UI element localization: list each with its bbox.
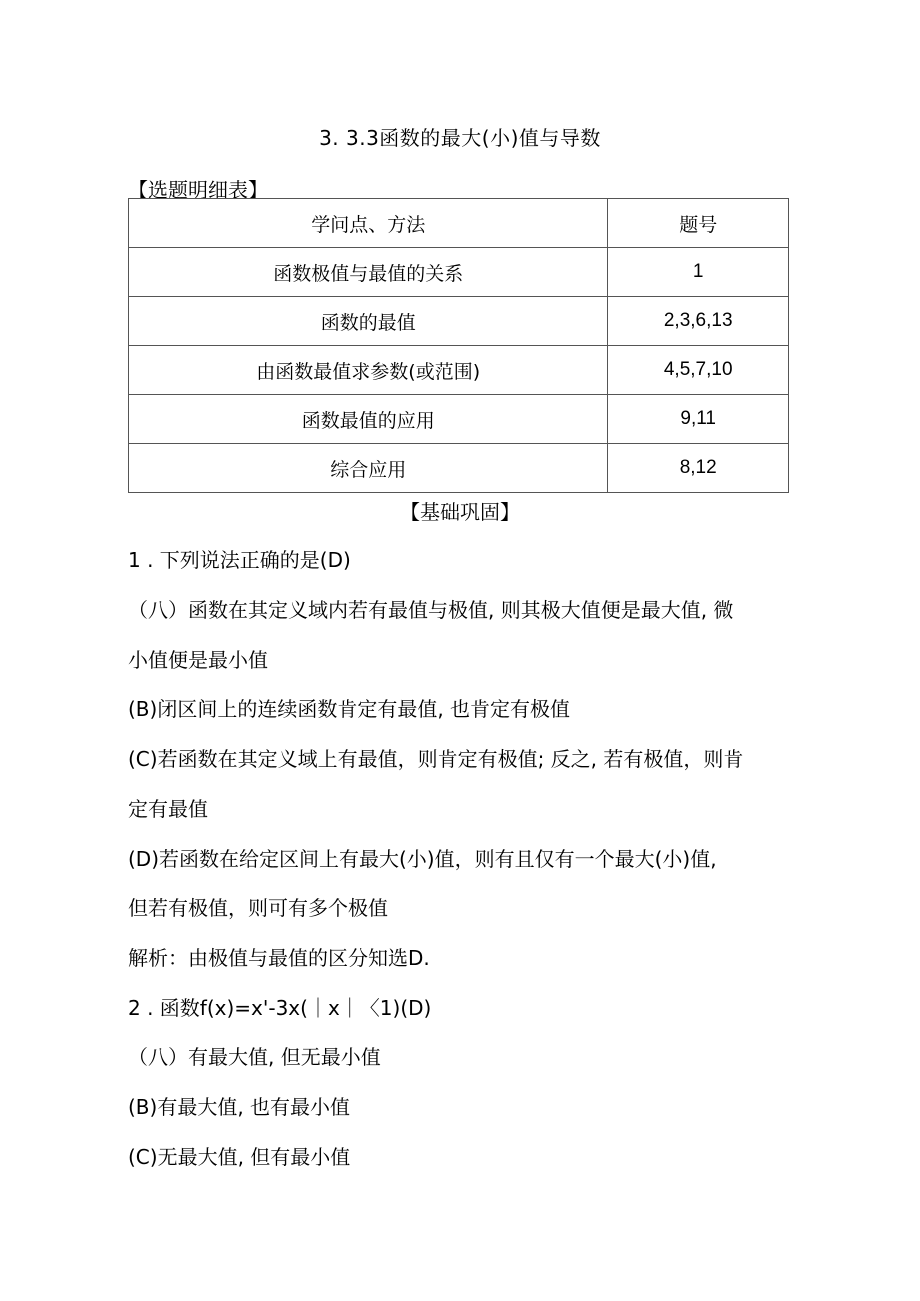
question-1-option-c: (C)若函数在其定义域上有最值，则肯定有极值; 反之, 若有极值，则肯 (128, 747, 744, 771)
question-1-option-c-cont: 定有最值 (128, 797, 208, 821)
question-2-option-c: (C)无最大值, 但有最小值 (128, 1145, 351, 1169)
topic-table (128, 198, 789, 493)
basics-heading: 【基础巩固】 (400, 500, 520, 524)
table-cell-topic: 函数最值的应用 (129, 395, 608, 444)
question-1-stem: 1 . 下列说法正确的是(D) (128, 548, 351, 572)
table-row (129, 248, 789, 297)
question-1-option-d: (D)若函数在给定区间上有最大(小)值，则有且仅有一个最大(小)值, (128, 847, 717, 871)
table-cell-topic: 综合应用 (129, 444, 608, 493)
table-cell-numbers: 8,12 (608, 444, 789, 493)
question-2-stem: 2 . 函数f(x)=x'-3x(｜x｜〈1)(D) (128, 996, 432, 1020)
table-cell-topic: 函数极值与最值的关系 (129, 248, 608, 297)
question-1-option-a-cont: 小值便是最小值 (128, 648, 268, 672)
question-1-option-a: （八）函数在其定义域内若有最值与极值, 则其极大值便是最大值, 微 (128, 598, 734, 622)
document-title: 3. 3.3函数的最大(小)值与导数 (319, 126, 601, 150)
question-2-option-a: （八）有最大值, 但无最小值 (128, 1045, 381, 1069)
table-row (129, 297, 789, 346)
table-heading: 【选题明细表】 (128, 178, 268, 202)
table-header-row (129, 199, 789, 248)
table-cell-topic: 函数的最值 (129, 297, 608, 346)
table-row (129, 444, 789, 493)
table-cell-numbers: 1 (608, 248, 789, 297)
question-1-option-d-cont: 但若有极值，则可有多个极值 (128, 896, 388, 920)
table-cell-numbers: 2,3,6,13 (608, 297, 789, 346)
table-cell-topic: 由函数最值求参数(或范围) (129, 346, 608, 395)
table-row (129, 395, 789, 444)
table-cell-numbers: 9,11 (608, 395, 789, 444)
question-2-option-b: (B)有最大值, 也有最小值 (128, 1095, 351, 1119)
question-1-analysis: 解析：由极值与最值的区分知选D. (128, 946, 430, 970)
table-row (129, 346, 789, 395)
table-header-topic: 学问点、方法 (129, 199, 608, 248)
table-cell-numbers: 4,5,7,10 (608, 346, 789, 395)
table-header-numbers: 题号 (608, 199, 789, 248)
question-1-option-b: (B)闭区间上的连续函数肯定有最值, 也肯定有极值 (128, 697, 571, 721)
